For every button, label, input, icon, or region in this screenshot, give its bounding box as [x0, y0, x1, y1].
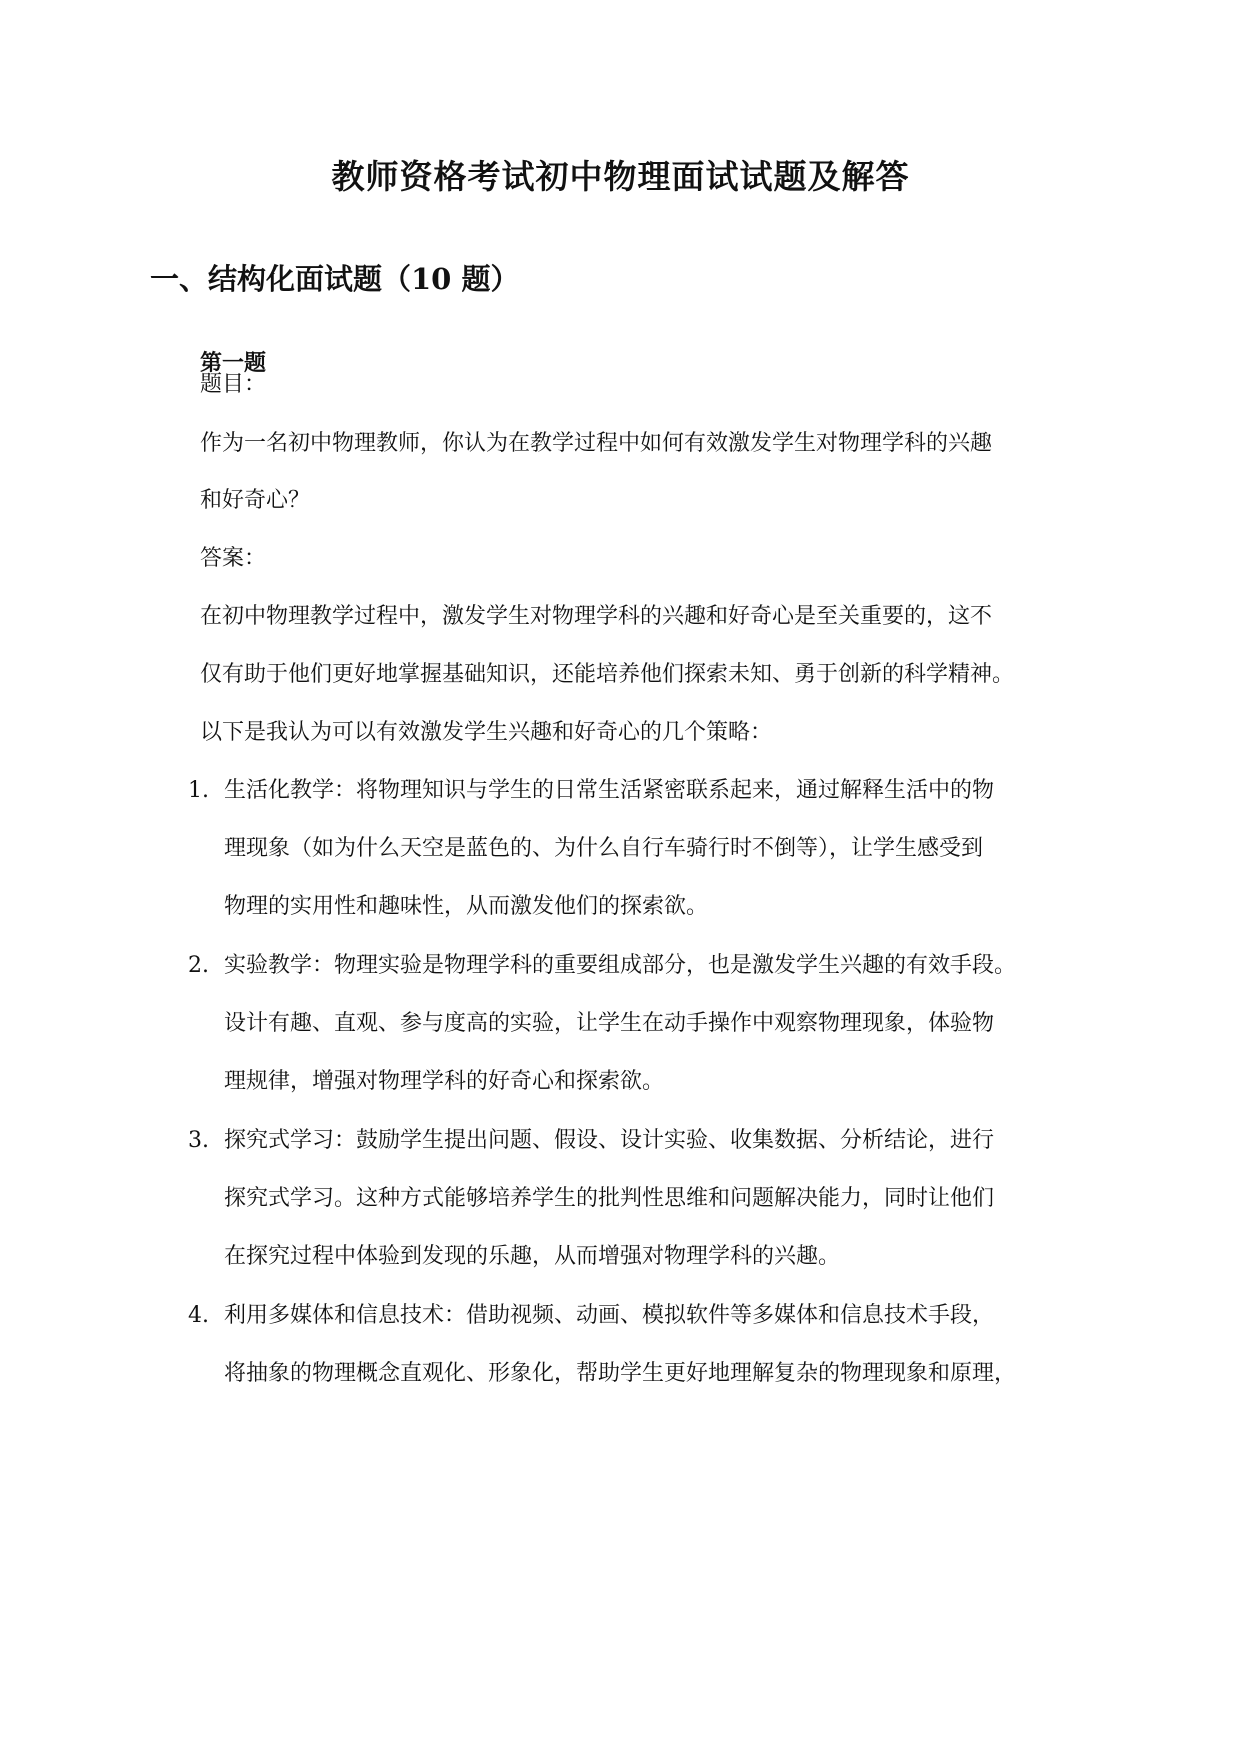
strategy-line: 利用多媒体和信息技术：借助视频、动画、模拟软件等多媒体和信息技术手段，: [224, 1303, 995, 1328]
strategy-number: 4.: [188, 1303, 209, 1328]
strategy-line: 实验教学：物理实验是物理学科的重要组成部分，也是激发学生兴趣的有效手段。: [224, 953, 1017, 978]
section-heading: 一、结构化面试题（10 题）: [150, 262, 520, 296]
strategy-number: 1.: [188, 778, 209, 803]
strategy-number: 2.: [188, 953, 209, 978]
document-title: 教师资格考试初中物理面试试题及解答: [331, 157, 910, 196]
strategy-line: 将抽象的物理概念直观化、形象化，帮助学生更好地理解复杂的物理现象和原理，: [224, 1361, 1017, 1386]
strategy-line: 设计有趣、直观、参与度高的实验，让学生在动手操作中观察物理现象，体验物: [224, 1011, 995, 1036]
question-heading: 第一题: [200, 350, 267, 376]
strategy-line: 理规律，增强对物理学科的好奇心和探索欲。: [224, 1069, 665, 1094]
answer-intro-line: 以下是我认为可以有效激发学生兴趣和好奇心的几个策略：: [200, 720, 773, 745]
answer-label: 答案：: [200, 546, 267, 571]
prompt-line: 作为一名初中物理教师，你认为在教学过程中如何有效激发学生对物理学科的兴趣: [200, 431, 993, 456]
answer-intro-line: 仅有助于他们更好地掌握基础知识，还能培养他们探索未知、勇于创新的科学精神。: [200, 662, 1015, 687]
strategy-number: 3.: [188, 1128, 209, 1153]
strategy-line: 生活化教学：将物理知识与学生的日常生活紧密联系起来，通过解释生活中的物: [224, 778, 995, 803]
strategy-line: 理现象（如为什么天空是蓝色的、为什么自行车骑行时不倒等），让学生感受到: [224, 836, 984, 861]
strategy-line: 探究式学习。这种方式能够培养学生的批判性思维和问题解决能力，同时让他们: [224, 1186, 995, 1211]
strategy-line: 物理的实用性和趣味性，从而激发他们的探索欲。: [224, 894, 709, 919]
prompt-label: 题目：: [200, 372, 267, 397]
strategy-line: 探究式学习：鼓励学生提出问题、假设、设计实验、收集数据、分析结论，进行: [224, 1128, 995, 1153]
strategy-line: 在探究过程中体验到发现的乐趣，从而增强对物理学科的兴趣。: [224, 1244, 841, 1269]
answer-intro-line: 在初中物理教学过程中，激发学生对物理学科的兴趣和好奇心是至关重要的，这不: [200, 604, 993, 629]
prompt-line: 和好奇心？: [200, 488, 311, 513]
